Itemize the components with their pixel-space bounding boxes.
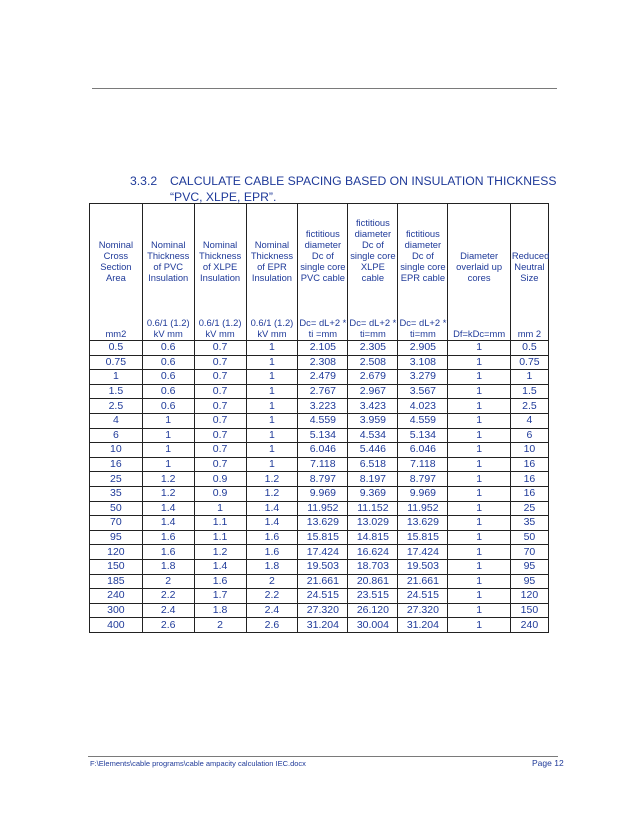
table-cell: 35 [510, 516, 548, 531]
table-cell: 15.815 [298, 530, 348, 545]
table-row [90, 384, 549, 399]
table-cell: 4 [90, 413, 143, 428]
table-cell: 2.6 [142, 618, 194, 633]
table-cell: 24.515 [398, 589, 448, 604]
column-header: fictitious diameter Dc of single core EPR cable [398, 204, 448, 285]
table-cell: 1.5 [510, 384, 548, 399]
table-cell: 1 [246, 370, 298, 385]
column-header: fictitious diameter Dc of single core PVC cable [298, 204, 348, 285]
table-header-row [90, 204, 549, 285]
table-cell: 17.424 [298, 545, 348, 560]
table-cell: 1.1 [194, 530, 246, 545]
table-cell: 2.305 [348, 341, 398, 356]
table-row [90, 443, 549, 458]
table-cell: 1.1 [194, 516, 246, 531]
table-cell: 0.75 [90, 355, 143, 370]
table-cell: 4.559 [298, 413, 348, 428]
table-cell: 240 [510, 618, 548, 633]
table-row [90, 457, 549, 472]
table-row [90, 603, 549, 618]
table-cell: 1 [448, 428, 510, 443]
table-row [90, 472, 549, 487]
table-cell: 1.7 [194, 589, 246, 604]
footer-file-path: F:\Elements\cable programs\cable ampacity calculation IEC.docx [90, 759, 306, 768]
table-cell: 1.6 [142, 530, 194, 545]
table-cell: 300 [90, 603, 143, 618]
table-cell: 17.424 [398, 545, 448, 560]
table-cell: 2.6 [246, 618, 298, 633]
table-cell: 2 [194, 618, 246, 633]
table-cell: 1 [448, 457, 510, 472]
table-cell: 2.767 [298, 384, 348, 399]
table-cell: 30.004 [348, 618, 398, 633]
table-cell: 0.7 [194, 384, 246, 399]
table-cell: 7.118 [398, 457, 448, 472]
table-cell: 1.4 [246, 516, 298, 531]
table-row [90, 559, 549, 574]
table-cell: 1.4 [246, 501, 298, 516]
table-cell: 50 [510, 530, 548, 545]
column-header: Nominal Cross Section Area [90, 204, 143, 285]
table-cell: 4.559 [398, 413, 448, 428]
table-cell: 1 [448, 413, 510, 428]
table-cell: 3.223 [298, 399, 348, 414]
table-row [90, 355, 549, 370]
table-unit-row [90, 284, 549, 341]
table-cell: 8.797 [298, 472, 348, 487]
table-cell: 10 [510, 443, 548, 458]
unit-header: 0.6/1 (1.2) kV mm [246, 284, 298, 341]
table-cell: 11.952 [398, 501, 448, 516]
unit-header: 0.6/1 (1.2) kV mm [142, 284, 194, 341]
table-cell: 0.7 [194, 428, 246, 443]
table-cell: 1.8 [142, 559, 194, 574]
table-cell: 1.2 [246, 472, 298, 487]
table-cell: 95 [510, 574, 548, 589]
table-body [90, 341, 549, 633]
table-cell: 3.279 [398, 370, 448, 385]
table-cell: 2.679 [348, 370, 398, 385]
table-cell: 21.661 [398, 574, 448, 589]
table-cell: 3.959 [348, 413, 398, 428]
column-header: fictitious diameter Dc of single core XLPE cable [348, 204, 398, 285]
table-cell: 1.6 [246, 545, 298, 560]
table-cell: 8.197 [348, 472, 398, 487]
table-cell: 70 [510, 545, 548, 560]
table-cell: 400 [90, 618, 143, 633]
table-cell: 2.2 [142, 589, 194, 604]
table-cell: 1 [448, 589, 510, 604]
table-cell: 0.9 [194, 472, 246, 487]
table-cell: 5.134 [298, 428, 348, 443]
unit-header: Dc= dL+2 * ti=mm [398, 284, 448, 341]
table-cell: 25 [510, 501, 548, 516]
table-cell: 7.118 [298, 457, 348, 472]
column-header: Nominal Thickness of EPR Insulation [246, 204, 298, 285]
table-cell: 3.423 [348, 399, 398, 414]
table-cell: 1.4 [142, 516, 194, 531]
table-cell: 1 [448, 530, 510, 545]
table-cell: 35 [90, 486, 143, 501]
table-cell: 2.4 [246, 603, 298, 618]
table-cell: 5.134 [398, 428, 448, 443]
table-cell: 1 [448, 516, 510, 531]
table-cell: 1 [448, 545, 510, 560]
footer-page-number: Page 12 [532, 758, 564, 768]
table-cell: 1 [448, 472, 510, 487]
table-cell: 20.861 [348, 574, 398, 589]
table-cell: 1.6 [246, 530, 298, 545]
table-cell: 1 [246, 341, 298, 356]
table-cell: 0.6 [142, 384, 194, 399]
table-cell: 1 [142, 443, 194, 458]
table-cell: 6.046 [298, 443, 348, 458]
table-cell: 1.8 [194, 603, 246, 618]
table-cell: 27.320 [398, 603, 448, 618]
table-cell: 0.6 [142, 355, 194, 370]
unit-header: mm 2 [510, 284, 548, 341]
table-cell: 2.967 [348, 384, 398, 399]
table-cell: 16.624 [348, 545, 398, 560]
table-cell: 1.2 [246, 486, 298, 501]
column-header: Nominal Thickness of PVC Insulation [142, 204, 194, 285]
table-cell: 21.661 [298, 574, 348, 589]
table-cell: 1 [448, 341, 510, 356]
table-cell: 1 [448, 355, 510, 370]
table-row [90, 501, 549, 516]
table-cell: 16 [90, 457, 143, 472]
table-row [90, 486, 549, 501]
table-cell: 2.105 [298, 341, 348, 356]
table-cell: 0.7 [194, 413, 246, 428]
table-cell: 11.152 [348, 501, 398, 516]
table-cell: 0.7 [194, 399, 246, 414]
table-cell: 1 [246, 399, 298, 414]
table-cell: 4.023 [398, 399, 448, 414]
table-cell: 1.5 [90, 384, 143, 399]
table-cell: 3.567 [398, 384, 448, 399]
table-cell: 13.629 [298, 516, 348, 531]
table-cell: 19.503 [398, 559, 448, 574]
header-rule [92, 88, 557, 89]
table-cell: 4 [510, 413, 548, 428]
table-row [90, 516, 549, 531]
table-cell: 1.2 [142, 472, 194, 487]
table-cell: 16 [510, 486, 548, 501]
table-cell: 1 [246, 443, 298, 458]
section-title: CALCULATE CABLE SPACING BASED ON INSULATION THICKNESS “PVC, XLPE, EPR”. [170, 174, 557, 204]
table-cell: 2 [142, 574, 194, 589]
table-row [90, 618, 549, 633]
table-cell: 150 [90, 559, 143, 574]
table-cell: 13.629 [398, 516, 448, 531]
table-cell: 50 [90, 501, 143, 516]
table-row [90, 545, 549, 560]
table-cell: 0.6 [142, 370, 194, 385]
table-cell: 15.815 [398, 530, 448, 545]
table-cell: 13.029 [348, 516, 398, 531]
column-header: Diameter overlaid up cores [448, 204, 510, 285]
table-cell: 2.2 [246, 589, 298, 604]
table-cell: 1 [448, 618, 510, 633]
unit-header: 0.6/1 (1.2) kV mm [194, 284, 246, 341]
table-cell: 1 [448, 399, 510, 414]
table-cell: 1.2 [142, 486, 194, 501]
table-cell: 95 [510, 559, 548, 574]
table-cell: 1 [142, 457, 194, 472]
table-cell: 9.969 [398, 486, 448, 501]
table-cell: 2.479 [298, 370, 348, 385]
table-cell: 4.534 [348, 428, 398, 443]
table-cell: 0.7 [194, 370, 246, 385]
table-cell: 2.905 [398, 341, 448, 356]
table-cell: 2.5 [90, 399, 143, 414]
table-cell: 5.446 [348, 443, 398, 458]
table-cell: 1 [448, 384, 510, 399]
table-cell: 70 [90, 516, 143, 531]
table-cell: 1.6 [194, 574, 246, 589]
cable-spacing-table [89, 203, 549, 633]
table-cell: 1 [448, 574, 510, 589]
table-cell: 16 [510, 457, 548, 472]
table-cell: 25 [90, 472, 143, 487]
table-cell: 9.969 [298, 486, 348, 501]
table-cell: 27.320 [298, 603, 348, 618]
table-cell: 2 [246, 574, 298, 589]
table-cell: 26.120 [348, 603, 398, 618]
table-row [90, 399, 549, 414]
table-cell: 0.7 [194, 355, 246, 370]
table-cell: 1 [90, 370, 143, 385]
table-row [90, 428, 549, 443]
table-cell: 120 [90, 545, 143, 560]
table-cell: 11.952 [298, 501, 348, 516]
table-cell: 23.515 [348, 589, 398, 604]
table-cell: 95 [90, 530, 143, 545]
table-row [90, 574, 549, 589]
table-cell: 14.815 [348, 530, 398, 545]
table-cell: 1 [194, 501, 246, 516]
table-cell: 10 [90, 443, 143, 458]
table-cell: 8.797 [398, 472, 448, 487]
table-cell: 2.5 [510, 399, 548, 414]
table-cell: 9.369 [348, 486, 398, 501]
table-cell: 1 [142, 413, 194, 428]
table-cell: 1 [246, 457, 298, 472]
table-cell: 31.204 [398, 618, 448, 633]
table-cell: 1 [510, 370, 548, 385]
table-cell: 150 [510, 603, 548, 618]
table-cell: 6 [90, 428, 143, 443]
table-cell: 0.7 [194, 443, 246, 458]
table-cell: 0.6 [142, 399, 194, 414]
table-cell: 0.75 [510, 355, 548, 370]
table-cell: 1 [448, 370, 510, 385]
table-cell: 3.108 [398, 355, 448, 370]
table-cell: 1.6 [142, 545, 194, 560]
table-cell: 0.9 [194, 486, 246, 501]
table-cell: 0.7 [194, 341, 246, 356]
table-cell: 19.503 [298, 559, 348, 574]
table-cell: 185 [90, 574, 143, 589]
table-cell: 1 [448, 501, 510, 516]
table-cell: 1.4 [194, 559, 246, 574]
table-row [90, 530, 549, 545]
table-cell: 240 [90, 589, 143, 604]
table-cell: 31.204 [298, 618, 348, 633]
table-cell: 1 [448, 559, 510, 574]
table-cell: 2.508 [348, 355, 398, 370]
section-number: 3.3.2 [130, 174, 158, 188]
unit-header: Df=kDc=mm [448, 284, 510, 341]
table-cell: 6.518 [348, 457, 398, 472]
table-cell: 0.5 [90, 341, 143, 356]
table-cell: 1 [448, 486, 510, 501]
table-cell: 2.4 [142, 603, 194, 618]
table-row [90, 589, 549, 604]
table-cell: 1.8 [246, 559, 298, 574]
table-cell: 1.2 [194, 545, 246, 560]
table-cell: 0.6 [142, 341, 194, 356]
table-cell: 0.5 [510, 341, 548, 356]
table-cell: 1 [246, 428, 298, 443]
table-cell: 6.046 [398, 443, 448, 458]
unit-header: mm2 [90, 284, 143, 341]
table-cell: 1 [246, 413, 298, 428]
footer-rule [88, 756, 558, 757]
table-cell: 24.515 [298, 589, 348, 604]
table-cell: 1 [448, 443, 510, 458]
table-cell: 1 [246, 355, 298, 370]
table-cell: 1.4 [142, 501, 194, 516]
table-cell: 120 [510, 589, 548, 604]
unit-header: Dc= dL+2 * ti=mm [348, 284, 398, 341]
table-cell: 6 [510, 428, 548, 443]
table-row [90, 341, 549, 356]
table-row [90, 413, 549, 428]
unit-header: Dc= dL+2 * ti =mm [298, 284, 348, 341]
table-cell: 16 [510, 472, 548, 487]
table-cell: 18.703 [348, 559, 398, 574]
table-cell: 1 [448, 603, 510, 618]
table-row [90, 370, 549, 385]
table-cell: 2.308 [298, 355, 348, 370]
column-header: Nominal Thickness of XLPE Insulation [194, 204, 246, 285]
table-cell: 1 [142, 428, 194, 443]
column-header: Reduced Neutral Size [510, 204, 548, 285]
table-cell: 0.7 [194, 457, 246, 472]
table-cell: 1 [246, 384, 298, 399]
